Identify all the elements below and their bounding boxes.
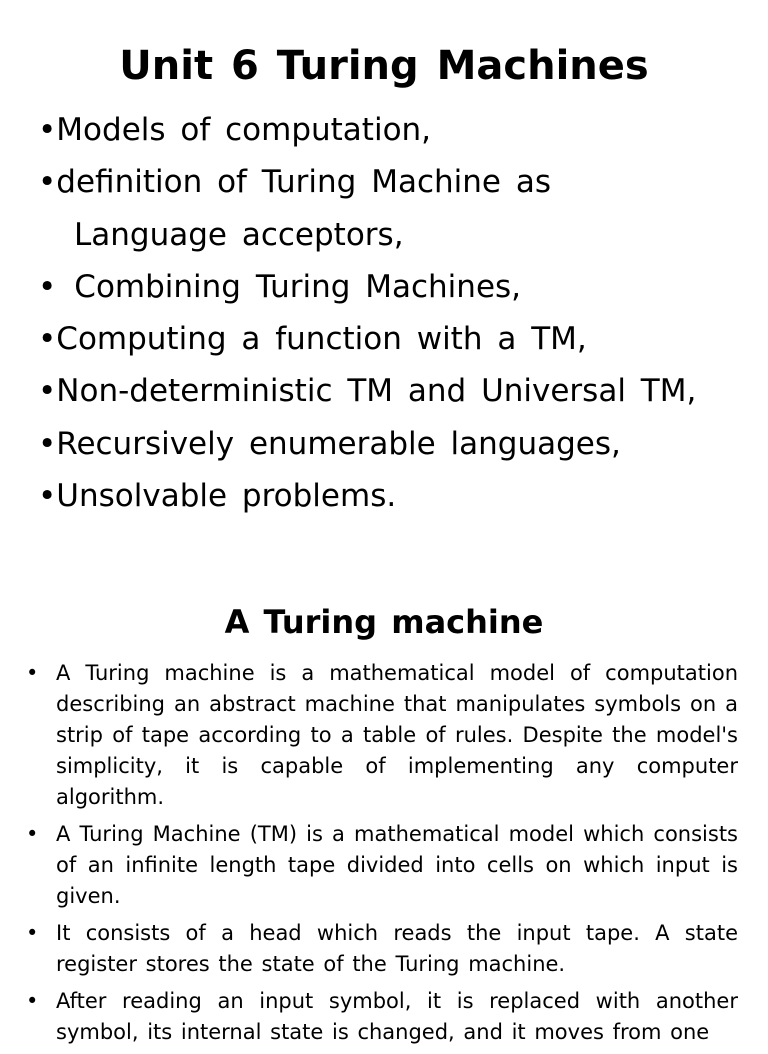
topic-item — [38, 365, 758, 417]
bullet-icon: • — [38, 478, 57, 515]
topic-item — [38, 470, 758, 522]
topic-text: Recursively enumerable languages, — [56, 425, 621, 462]
section-title: A Turing machine — [224, 603, 544, 641]
paragraph-item — [26, 819, 738, 912]
bullet-icon: • — [38, 112, 57, 148]
topic-item — [38, 156, 758, 208]
topic-text: Computing a function with a TM, — [56, 321, 587, 358]
topic-text: definition of Turing Machine as — [56, 164, 551, 201]
topic-text: Unsolvable problems. — [56, 478, 397, 515]
paragraph-item — [26, 918, 738, 980]
bullet-icon: • — [38, 321, 57, 358]
paragraph-text: It consists of a head which reads the input tape. A state register stores the state of the Turing machine. — [56, 921, 738, 976]
topic-text: Models of computation, — [56, 112, 432, 148]
paragraph-item — [26, 986, 738, 1048]
topic-text: Combining Turing Machines, — [74, 268, 522, 305]
bullet-icon: • — [26, 989, 39, 1013]
paragraph-text: A Turing Machine (TM) is a mathematical model which consists of an infinite length tape divided into cells on which input is given. — [56, 822, 738, 908]
slide-title: Unit 6 Turing Machines — [119, 43, 649, 89]
paragraph-text: After reading an input symbol, it is replaced with another symbol, its internal state is changed, and it moves from one — [56, 989, 738, 1044]
paragraph-list — [26, 658, 738, 1054]
topic-list — [38, 104, 758, 522]
paragraph-text: A Turing machine is a mathematical model of computation describing an abstract machine that manipulates symbols on a strip of tape according to a table of rules. Despite the model's simplicity, it is capable of implementing any computer algorithm. — [56, 661, 738, 809]
bullet-icon: • — [38, 164, 57, 201]
bullet-icon: • — [38, 268, 57, 305]
bullet-icon: • — [38, 373, 57, 410]
bullet-icon: • — [38, 425, 57, 462]
topic-text: Non-deterministic TM and Universal TM, — [56, 373, 697, 410]
bullet-icon: • — [26, 661, 39, 685]
topic-item — [38, 313, 758, 365]
topic-text: Language acceptors, — [74, 216, 404, 253]
topic-item — [38, 418, 758, 470]
paragraph-item — [26, 658, 738, 813]
topic-item — [38, 261, 758, 313]
topic-item — [38, 104, 758, 156]
bullet-icon: • — [26, 921, 39, 945]
bullet-icon: • — [26, 822, 39, 846]
topic-item-continuation — [38, 209, 758, 261]
